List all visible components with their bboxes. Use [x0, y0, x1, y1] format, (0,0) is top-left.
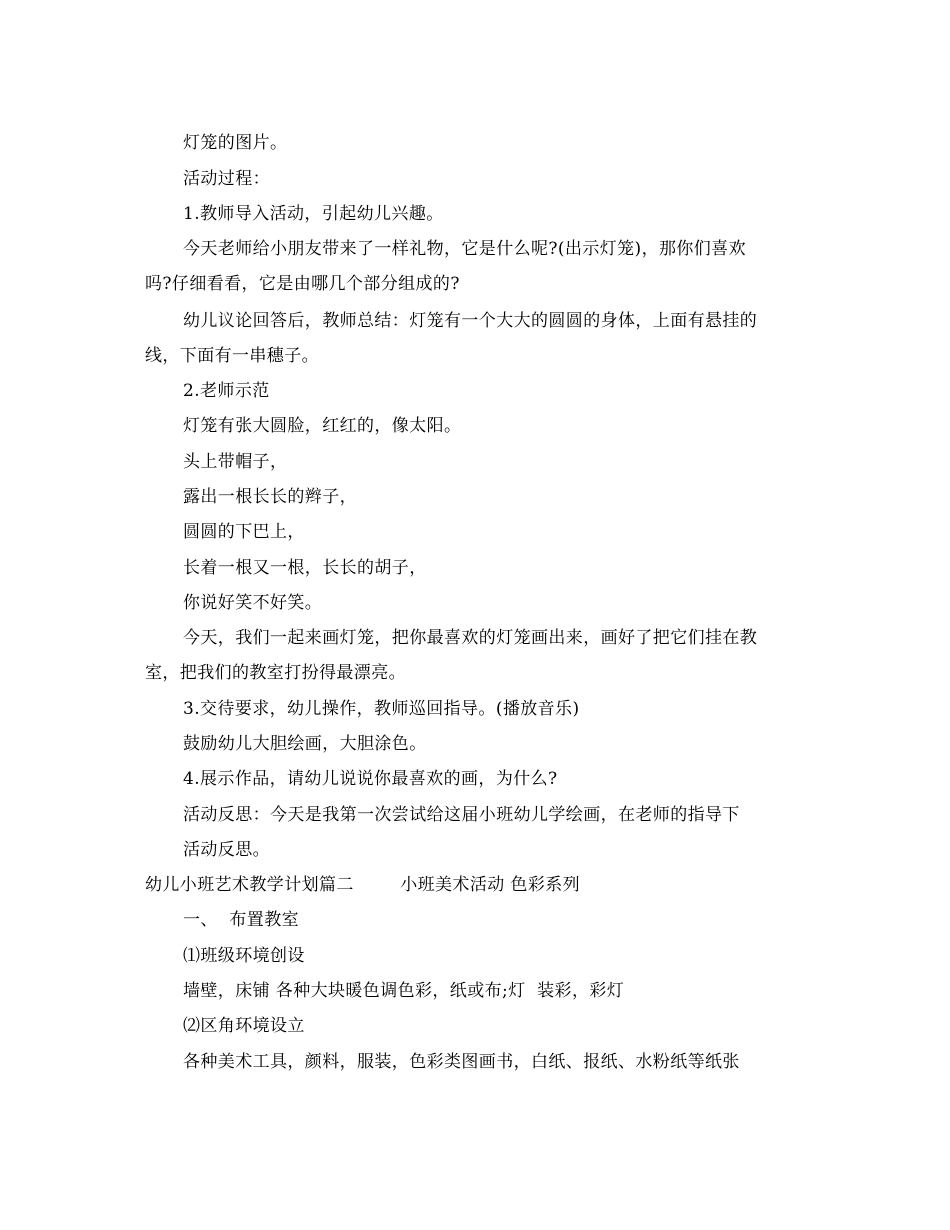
- list-item: 4.展示作品，请幼儿说说你最喜欢的画，为什么?: [183, 769, 558, 789]
- list-item: 1.教师导入活动，引起幼儿兴趣。: [183, 204, 444, 224]
- poem-line: 圆圆的下巴上，: [183, 522, 305, 542]
- text-line: 活动过程：: [183, 169, 270, 189]
- paragraph-line: 幼儿议论回答后，教师总结：灯笼有一个大大的圆圆的身体，上面有悬挂的: [183, 311, 758, 331]
- poem-line: 露出一根长长的辫子，: [183, 487, 357, 507]
- paragraph-line: 线，下面有一串穗子。: [145, 346, 319, 366]
- list-item: 3.交待要求，幼儿操作，教师巡回指导。(播放音乐): [183, 699, 580, 719]
- poem-line: 长着一根又一根，长长的胡子，: [183, 558, 427, 578]
- subheading: 一、 布置教室: [183, 910, 300, 930]
- paragraph-line: 今天，我们一起来画灯笼，把你最喜欢的灯笼画出来，画好了把它们挂在教: [183, 628, 758, 648]
- list-item: 2.老师示范: [183, 381, 270, 401]
- paragraph-line: 墙壁，床铺 各种大块暖色调色彩，纸或布;灯 装彩，彩灯: [183, 981, 625, 1001]
- poem-line: 灯笼有张大圆脸，红红的，像太阳。: [183, 416, 462, 436]
- paragraph-line: 鼓励幼儿大胆绘画，大胆涂色。: [183, 734, 427, 754]
- paragraph-line: 活动反思：今天是我第一次尝试给这届小班幼儿学绘画，在老师的指导下: [183, 805, 740, 825]
- paragraph-line: 吗?仔细看看，它是由哪几个部分组成的?: [145, 274, 460, 294]
- list-item: ⑴班级环境创设: [183, 946, 305, 966]
- list-item: ⑵区角环境设立: [183, 1016, 305, 1036]
- section-heading: 幼儿小班艺术教学计划篇二 小班美术活动 色彩系列: [145, 875, 581, 895]
- poem-line: 头上带帽子，: [183, 452, 288, 472]
- paragraph-line: 室，把我们的教室打扮得最漂亮。: [145, 663, 406, 683]
- paragraph-line: 今天老师给小朋友带来了一样礼物，它是什么呢?(出示灯笼)，那你们喜欢: [183, 239, 746, 259]
- paragraph-line: 各种美术工具，颜料，服装，色彩类图画书，白纸、报纸、水粉纸等纸张: [183, 1052, 740, 1072]
- paragraph-line: 活动反思。: [183, 840, 270, 860]
- text-line: 灯笼的图片。: [183, 133, 288, 153]
- poem-line: 你说好笑不好笑。: [183, 593, 323, 613]
